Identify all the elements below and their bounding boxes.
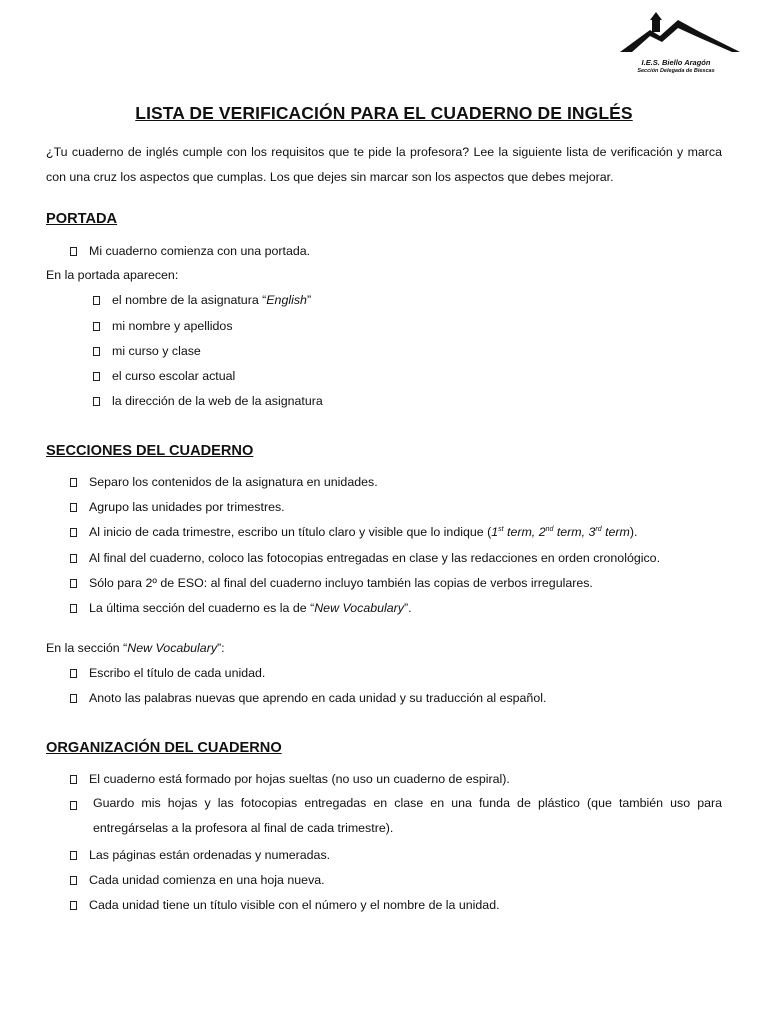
mountain-logo-icon: [620, 12, 740, 58]
checkbox[interactable]: [70, 669, 77, 678]
checklist-item: Al inicio de cada trimestre, escribo un título claro y visible que lo indique (1st term, 2nd term, 3rd term).: [70, 524, 637, 540]
portada-subintro: En la portada aparecen:: [46, 268, 179, 282]
checkbox[interactable]: [93, 347, 100, 356]
checkbox[interactable]: [93, 372, 100, 381]
intro-paragraph: ¿Tu cuaderno de inglés cumple con los requisitos que te pide la profesora? Lee la siguiente lista de verificación y marca con una cruz los aspectos que cumplas. Los que dejes sin marcar son los aspectos que debes mejorar.: [46, 145, 722, 184]
checkbox[interactable]: [93, 397, 100, 406]
checkbox[interactable]: [70, 694, 77, 703]
checkbox[interactable]: [70, 604, 77, 613]
checkbox[interactable]: [70, 579, 77, 588]
checklist-subitem: el nombre de la asignatura “English”: [93, 292, 311, 308]
school-subtitle: Sección Delegada de Biescas: [637, 68, 715, 74]
checkbox[interactable]: [70, 901, 77, 910]
checklist-item: Cada unidad tiene un título visible con el número y el nombre de la unidad.: [70, 897, 500, 913]
checkbox[interactable]: [93, 322, 100, 331]
checklist-item: Separo los contenidos de la asignatura en unidades.: [70, 474, 378, 490]
vocabulary-intro: En la sección “New Vocabulary”:: [46, 641, 225, 655]
page-title: LISTA DE VERIFICACIÓN PARA EL CUADERNO DE INGLÉS: [135, 103, 633, 123]
checkbox[interactable]: [70, 554, 77, 563]
checklist-item: Al final del cuaderno, coloco las fotocopias entregadas en clase y las redacciones en orden cronológico.: [70, 550, 660, 566]
checklist-item: Agrupo las unidades por trimestres.: [70, 499, 285, 515]
checkbox[interactable]: [70, 247, 77, 256]
checkbox[interactable]: [93, 296, 100, 305]
checklist-item: Anoto las palabras nuevas que aprendo en cada unidad y su traducción al español.: [70, 690, 546, 706]
section-heading-secciones: SECCIONES DEL CUADERNO: [46, 443, 254, 459]
checkbox[interactable]: [70, 801, 77, 810]
checkbox[interactable]: [70, 851, 77, 860]
checklist-item: Las páginas están ordenadas y numeradas.: [70, 847, 330, 863]
checkbox[interactable]: [70, 503, 77, 512]
checklist-item: Sólo para 2º de ESO: al final del cuaderno incluyo también las copias de verbos irregulares.: [70, 575, 593, 591]
section-heading-portada: PORTADA: [46, 211, 118, 227]
checklist-item: Mi cuaderno comienza con una portada.: [70, 243, 310, 259]
checklist-subitem: el curso escolar actual: [93, 368, 235, 384]
checklist-item: Escribo el título de cada unidad.: [70, 665, 265, 681]
checklist-item: [70, 797, 89, 813]
section-heading-organizacion: ORGANIZACIÓN DEL CUADERNO: [46, 740, 282, 756]
school-logo: [612, 10, 748, 78]
checklist-item-text: Guardo mis hojas y las fotocopias entregadas en clase en una funda de plástico (que también uso para entregárselas a la profesora al final de cada trimestre).: [93, 796, 722, 835]
checklist-item: La última sección del cuaderno es la de “New Vocabulary”.: [70, 600, 412, 616]
checklist-item: Cada unidad comienza en una hoja nueva.: [70, 872, 325, 888]
checkbox[interactable]: [70, 478, 77, 487]
checkbox[interactable]: [70, 876, 77, 885]
checklist-subitem: la dirección de la web de la asignatura: [93, 393, 323, 409]
checklist-subitem: mi nombre y apellidos: [93, 318, 233, 334]
checkbox[interactable]: [70, 528, 77, 537]
school-name: I.E.S. Biello Aragón: [641, 58, 711, 67]
checkbox[interactable]: [70, 775, 77, 784]
checklist-subitem: mi curso y clase: [93, 343, 201, 359]
checklist-item: El cuaderno está formado por hojas sueltas (no uso un cuaderno de espiral).: [70, 771, 510, 787]
